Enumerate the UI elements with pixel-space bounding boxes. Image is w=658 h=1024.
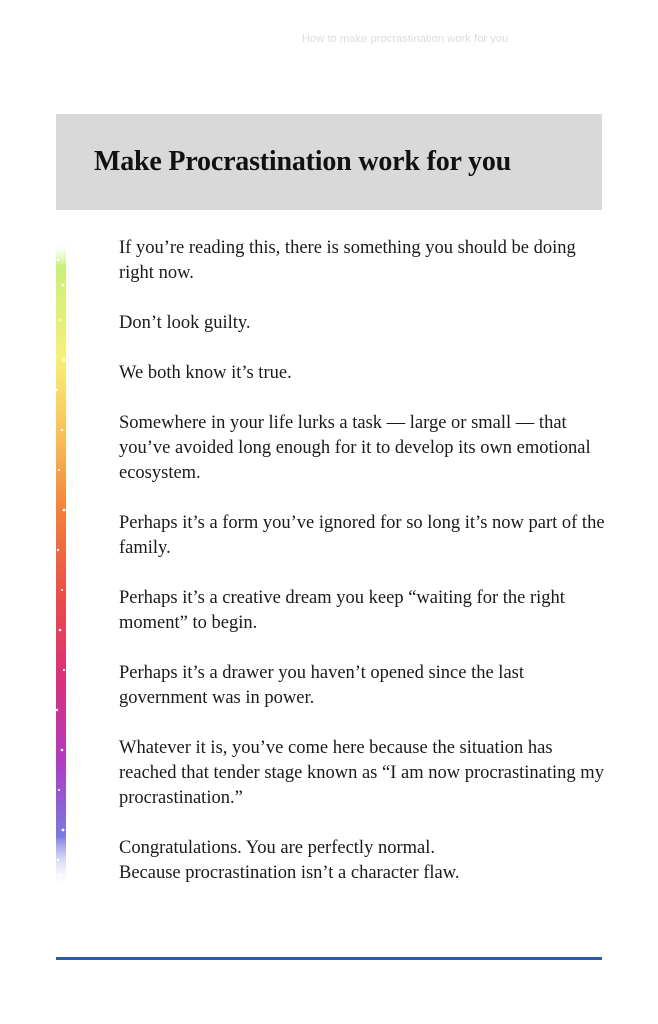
paragraph: Whatever it is, you’ve come here because the situation has reached that tender stage known as “I am now procrastinating my procrastination.” bbox=[119, 738, 604, 808]
chapter-title: Make Procrastination work for you bbox=[94, 146, 511, 177]
paragraph: Somewhere in your life lurks a task — large or small — that you’ve avoided long enough for it to develop its own emotional ecosystem. bbox=[119, 413, 591, 483]
paragraph: Because procrastination isn’t a character flaw. bbox=[119, 863, 460, 883]
paragraph: Perhaps it’s a drawer you haven’t opened since the last government was in power. bbox=[119, 663, 524, 708]
body-text bbox=[119, 236, 605, 886]
paragraph: If you’re reading this, there is something you should be doing right now. bbox=[119, 238, 576, 283]
paragraph: Don’t look guilty. bbox=[119, 313, 251, 333]
paragraph: We both know it’s true. bbox=[119, 363, 292, 383]
paragraph: Perhaps it’s a form you’ve ignored for so long it’s now part of the family. bbox=[119, 513, 605, 558]
paragraph: Congratulations. You are perfectly normal. bbox=[119, 838, 435, 858]
running-header: How to make procrastination work for you bbox=[302, 33, 509, 45]
footer-rule bbox=[56, 957, 602, 960]
paragraph: Perhaps it’s a creative dream you keep “waiting for the right moment” to begin. bbox=[119, 588, 565, 633]
chapter-title-band bbox=[56, 114, 602, 210]
decorative-rainbow-strip bbox=[56, 240, 66, 888]
